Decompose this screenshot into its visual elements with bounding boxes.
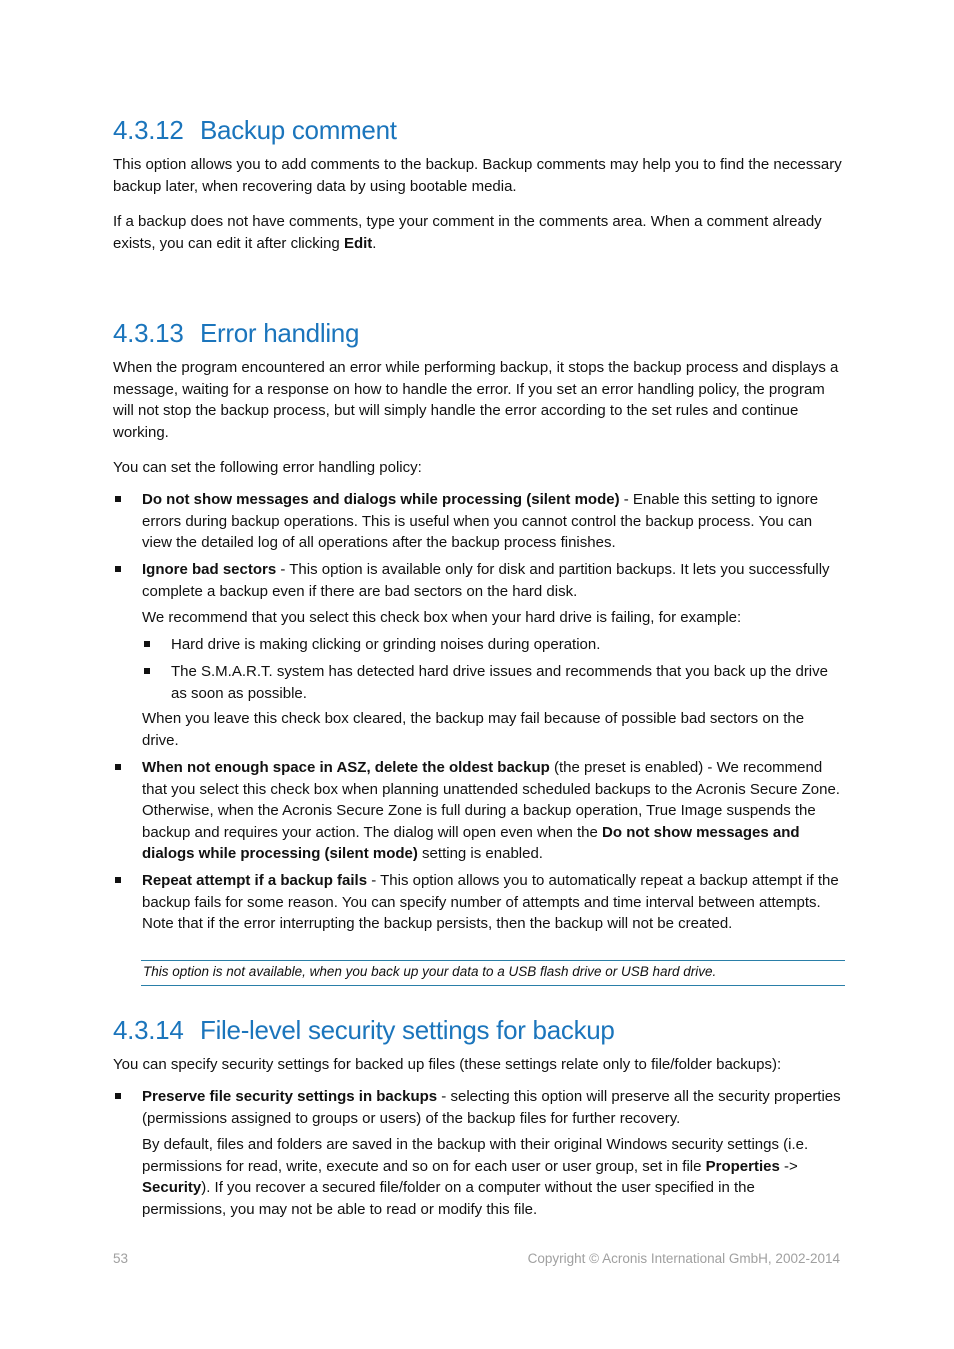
description: setting is enabled. xyxy=(417,845,543,863)
bold-term: Repeat attempt if a backup fails xyxy=(142,872,368,889)
paragraph: This option allows you to add comments to the backup. Backup comments may help you to find the necessary backup later, when recovering data by using bootable media. xyxy=(113,156,842,195)
paragraph: When you leave this check box cleared, the backup may fail because of possible bad sectors on the drive. xyxy=(142,710,805,749)
description: - selecting this option will preserve all the security properties (permissions assigned to groups or users) of the backup files for further recovery. xyxy=(142,1088,841,1127)
bold-term: Preserve file security settings in backups xyxy=(142,1088,438,1105)
bullet-icon xyxy=(144,668,150,674)
section-title: Error handling xyxy=(200,318,360,348)
bold-term: Security xyxy=(142,1179,202,1197)
description: - Enable this setting to ignore errors during backup operations. This is useful when you cannot control the backup process. You can view the detailed log of all operations after the backup process finishes. xyxy=(142,491,819,552)
bold-term: When not enough space in ASZ, delete the oldest backup xyxy=(142,759,550,776)
list-item-text xyxy=(142,1086,843,1129)
bold-term: Do not show messages and dialogs while processing (silent mode) xyxy=(142,823,800,863)
section-heading-file-level-security xyxy=(113,1014,615,1046)
bullet-icon xyxy=(115,496,121,502)
section-number: 4.3.13 xyxy=(113,318,184,348)
bold-term: Do not show messages and dialogs while processing (silent mode) xyxy=(142,491,620,508)
bold-term: Properties xyxy=(705,1157,780,1175)
section-heading-backup-comment xyxy=(113,114,397,146)
description: - This option is available only for disk and partition backups. It lets you successfully complete a backup even if there are bad sectors on the hard disk. xyxy=(142,561,830,600)
section-number: 4.3.14 xyxy=(113,1015,184,1045)
description: (the preset is enabled) - We recommend that you select this check box when planning unattended scheduled backups to the Acronis Secure Zone. Otherwise, when the Acronis Secure Zone is full during a backup operation, True Image suspends the backup and requires your action. The dialog will open even when the xyxy=(142,759,840,841)
paragraph-text: If a backup does not have comments, type your comment in the comments area. When a comment already exists, you can edit it after clicking xyxy=(113,213,822,252)
list-item-text: The S.M.A.R.T. system has detected hard drive issues and recommends that you back up the drive as soon as possible. xyxy=(171,663,828,702)
list-item-text xyxy=(142,559,843,602)
section-title: File-level security settings for backup xyxy=(200,1015,615,1045)
note-box: This option is not available, when you back up your data to a USB flash drive or USB hard drive. xyxy=(141,960,845,986)
section-number: 4.3.12 xyxy=(113,115,184,145)
list-item-text xyxy=(142,757,843,865)
paragraph: You can specify security settings for backed up files (these settings relate only to file/folder backups): xyxy=(113,1056,782,1073)
list-item-text xyxy=(142,489,843,554)
paragraph: You can set the following error handling policy: xyxy=(113,459,422,476)
list-item-text xyxy=(142,870,843,935)
paragraph-text: By default, files and folders are saved in the backup with their original Windows security settings (i.e. permissions for read, write, execute and so on for each user or user group, set in file xyxy=(142,1136,809,1175)
paragraph-text: ). If you recover a secured file/folder on a computer without the user specified in the permissions, you may not be able to read or modify this file. xyxy=(142,1179,755,1218)
copyright: Copyright © Acronis International GmbH, 2002-2014 xyxy=(527,1251,840,1266)
bullet-icon xyxy=(115,764,121,770)
section-heading-error-handling xyxy=(113,317,359,349)
bullet-icon xyxy=(144,641,150,647)
description: - This option allows you to automatically repeat a backup attempt if the backup fails for some reason. You can specify number of attempts and time interval between attempts. Note that if the error interrupting the backup persists, then the backup will not be created. xyxy=(142,872,839,933)
bold-term: Ignore bad sectors xyxy=(142,561,277,578)
edit-label: Edit xyxy=(343,234,373,252)
paragraph: When the program encountered an error while performing backup, it stops the backup process and displays a message, waiting for a response on how to handle the error. If you set an error handling policy, the program will not stop the backup process, but will simply handle the error according to the set rules and continue working. xyxy=(113,359,839,441)
paragraph: If a backup does not have comments, type your comment in the comments area. When a comment already exists, you can edit it after clicking Edit. xyxy=(113,213,822,252)
paragraph xyxy=(142,1134,843,1220)
section-title: Backup comment xyxy=(200,115,397,145)
paragraph: We recommend that you select this check box when your hard drive is failing, for example: xyxy=(142,609,742,626)
bullet-icon xyxy=(115,877,121,883)
bullet-icon xyxy=(115,1093,121,1099)
bullet-icon xyxy=(115,566,121,572)
arrow-text: -> xyxy=(779,1157,798,1175)
page-number: 53 xyxy=(113,1251,129,1266)
list-item-text: Hard drive is making clicking or grinding noises during operation. xyxy=(171,636,601,653)
